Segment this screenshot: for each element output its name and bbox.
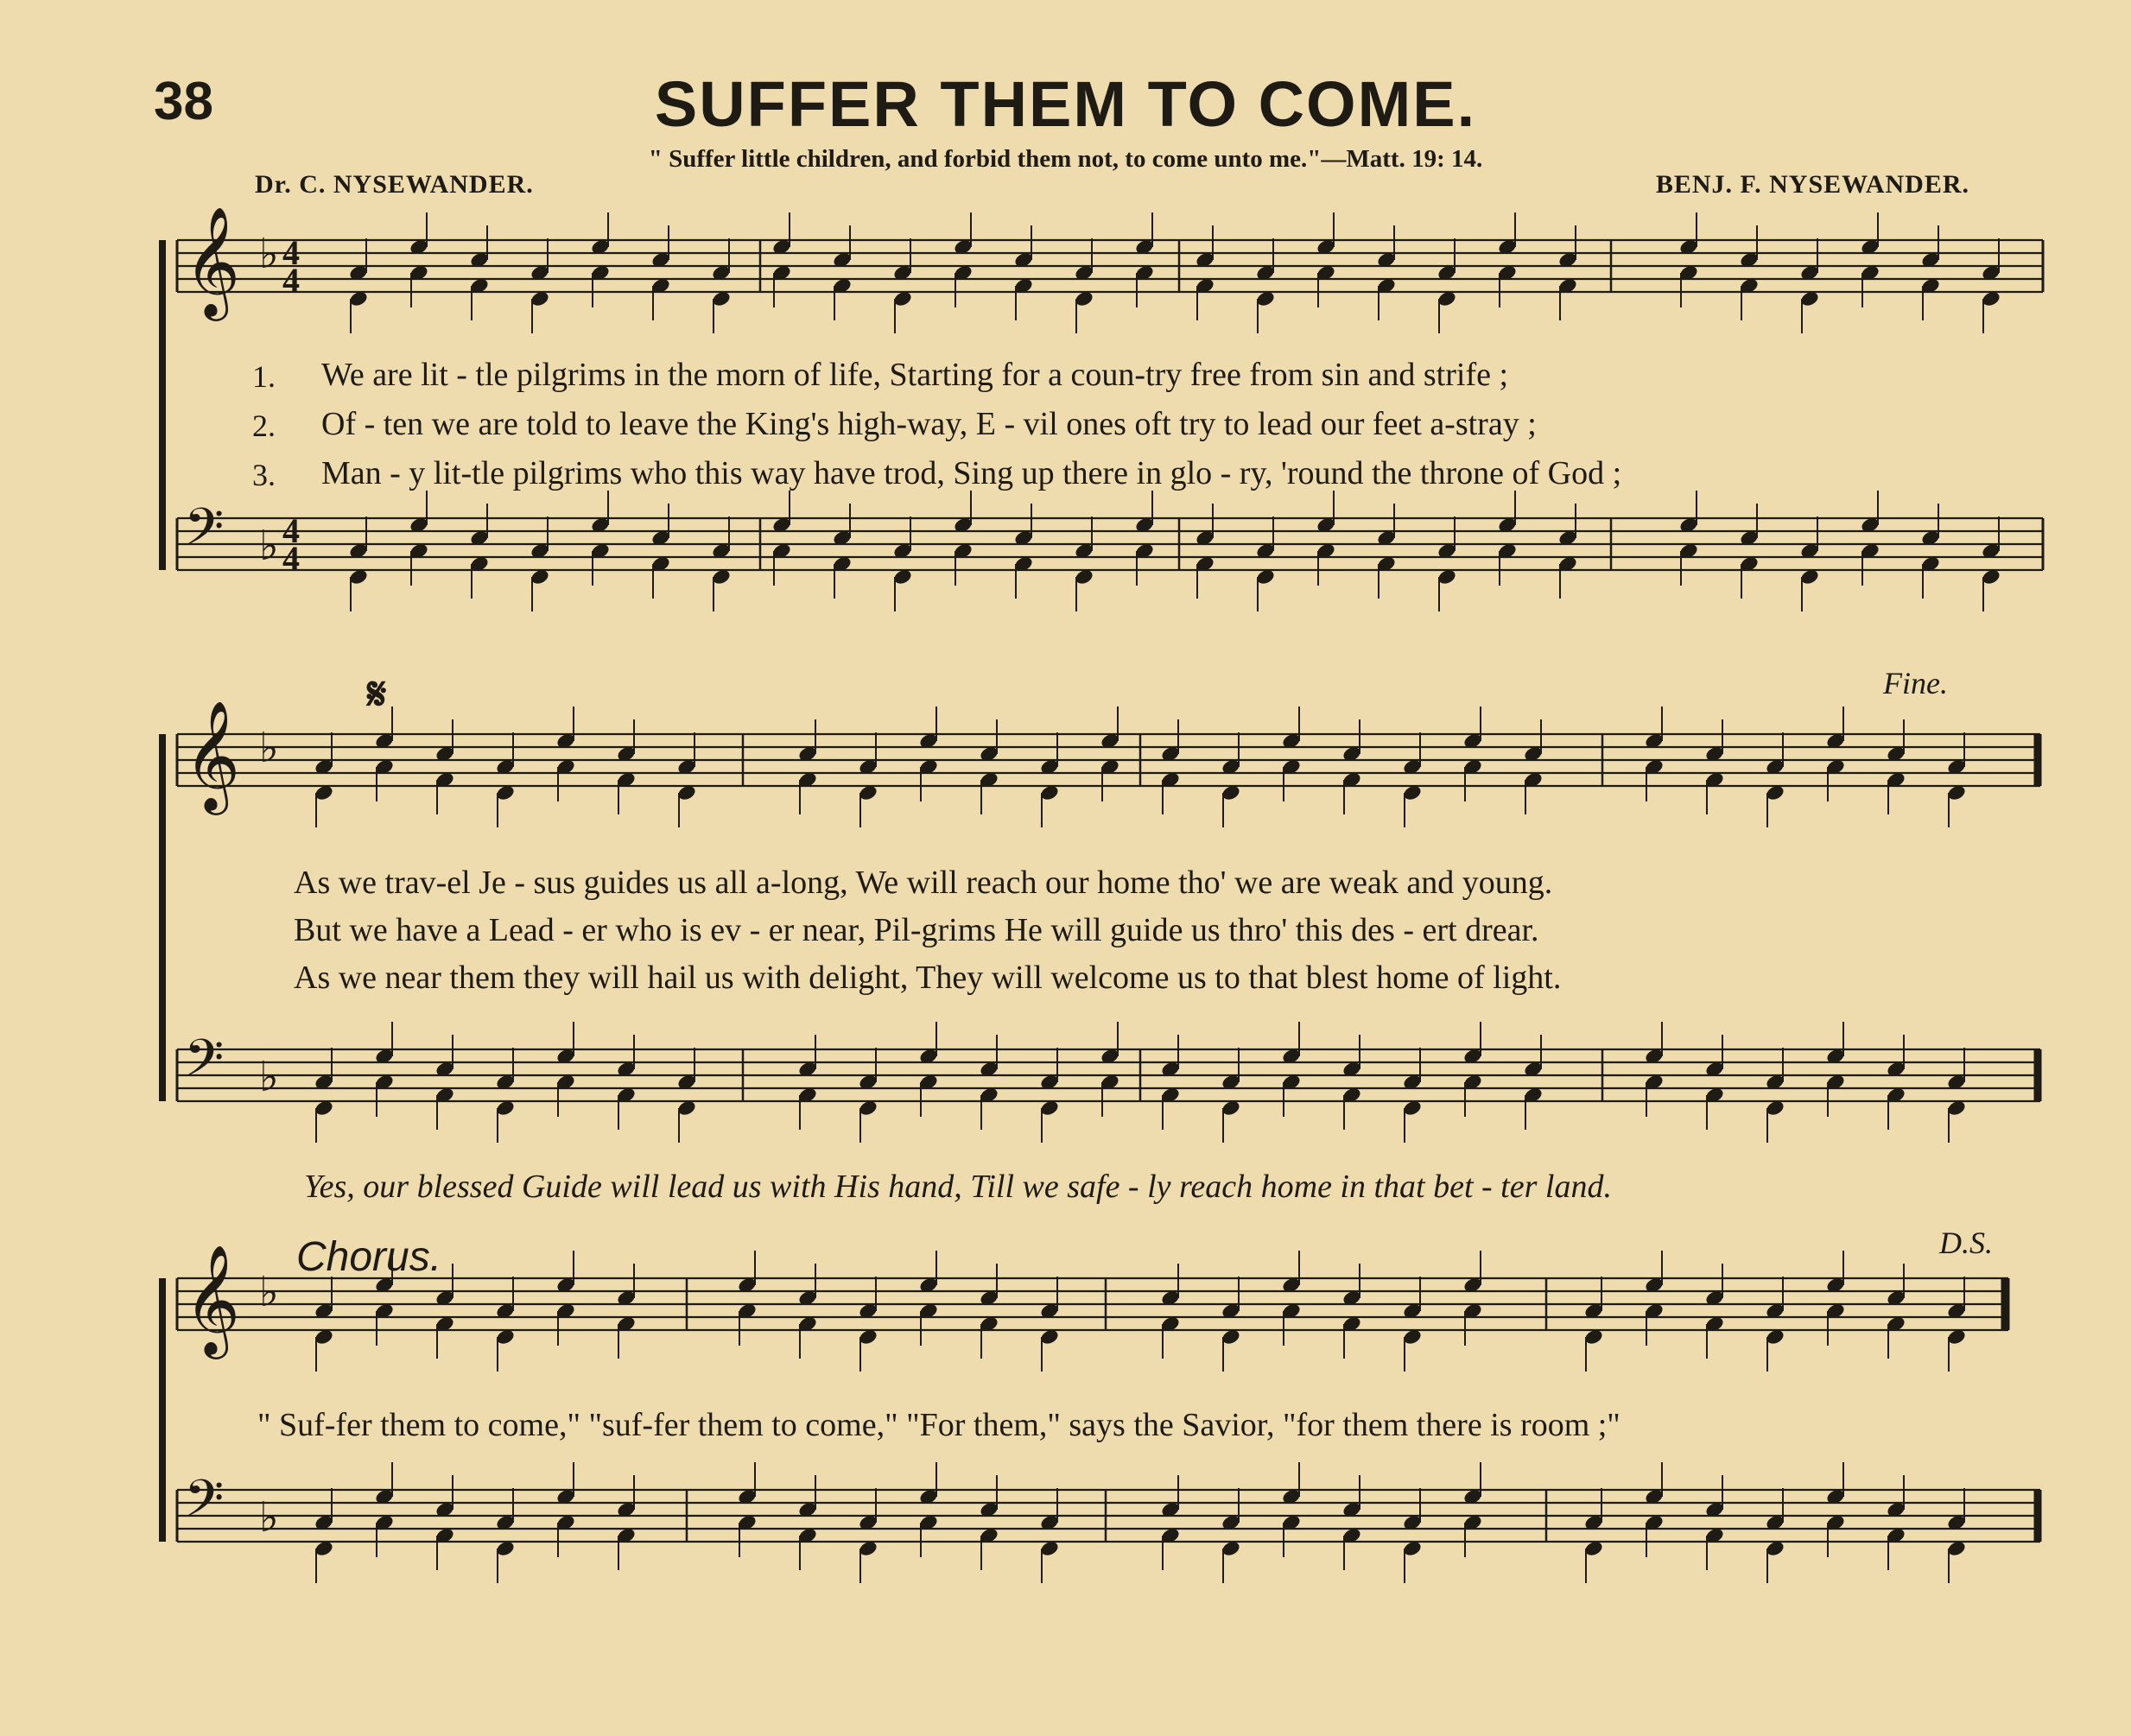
treble-clef-icon: 𝄞: [184, 206, 241, 316]
bass-clef-icon: 𝄢: [184, 497, 225, 569]
fine-marking: Fine.: [1883, 666, 1948, 700]
treble-clef-icon: 𝄞: [184, 700, 241, 810]
chorus-lyric: " Suf-fer them to come," "suf-fer them to come," "For them," says the Savior, "for them there is room ;": [257, 1407, 1620, 1443]
verse-number: 3.: [252, 458, 276, 492]
verse-number: 2.: [252, 409, 276, 443]
time-signature-icon: 4: [282, 539, 300, 578]
bass-lyric-line: Yes, our blessed Guide will lead us with His hand, Till we safe - ly reach home in that bet - ter land.: [304, 1169, 1612, 1205]
key-signature-flat-icon: ♭: [259, 230, 279, 278]
bass-clef-icon: 𝄢: [184, 1468, 225, 1541]
key-signature-flat-icon: ♭: [259, 1493, 279, 1542]
time-signature-icon: 4: [282, 233, 300, 272]
bass-clef-icon: 𝄢: [184, 1028, 225, 1100]
verse-3-line-1: Man - y lit-tle pilgrims who this way have trod, Sing up there in glo - ry, 'round the throne of God ;: [321, 455, 1622, 491]
verse-2-line-1: Of - ten we are told to leave the King's high-way, E - vil ones oft try to lead our feet a-stray ;: [321, 406, 1537, 442]
ds-marking: D.S.: [1939, 1226, 1993, 1260]
key-signature-flat-icon: ♭: [259, 724, 279, 772]
verse-1-line-1: We are lit - tle pilgrims in the morn of life, Starting for a coun-try free from sin and strife ;: [321, 357, 1509, 393]
time-signature-icon: 4: [282, 511, 300, 550]
key-signature-flat-icon: ♭: [259, 1268, 279, 1316]
segno-icon: 𝄋: [367, 670, 387, 719]
hymn-title: SUFFER THEM TO COME.: [654, 68, 1477, 140]
page-number: 38: [154, 72, 213, 131]
key-signature-flat-icon: ♭: [259, 1053, 279, 1101]
verse-3-line-2: As we near them they will hail us with delight, They will welcome us to that blest home of light.: [294, 960, 1562, 996]
lyricist-credit: Dr. C. NYSEWANDER.: [255, 170, 534, 199]
time-signature-icon: 4: [282, 261, 300, 300]
verse-2-line-2: But we have a Lead - er who is ev - er near, Pil-grims He will guide us thro' this des - ert drear.: [294, 912, 1539, 948]
treble-clef-icon: 𝄞: [184, 1244, 241, 1354]
verse-number: 1.: [252, 359, 276, 394]
scripture-epigraph: " Suffer little children, and forbid them not, to come unto me."—Matt. 19: 14.: [648, 145, 1483, 173]
chorus-label: Chorus.: [296, 1234, 442, 1280]
composer-credit: BENJ. F. NYSEWANDER.: [1655, 170, 1969, 199]
key-signature-flat-icon: ♭: [259, 522, 279, 570]
verse-1-line-2: As we trav-el Je - sus guides us all a-long, We will reach our home tho' we are weak and young.: [294, 865, 1553, 901]
